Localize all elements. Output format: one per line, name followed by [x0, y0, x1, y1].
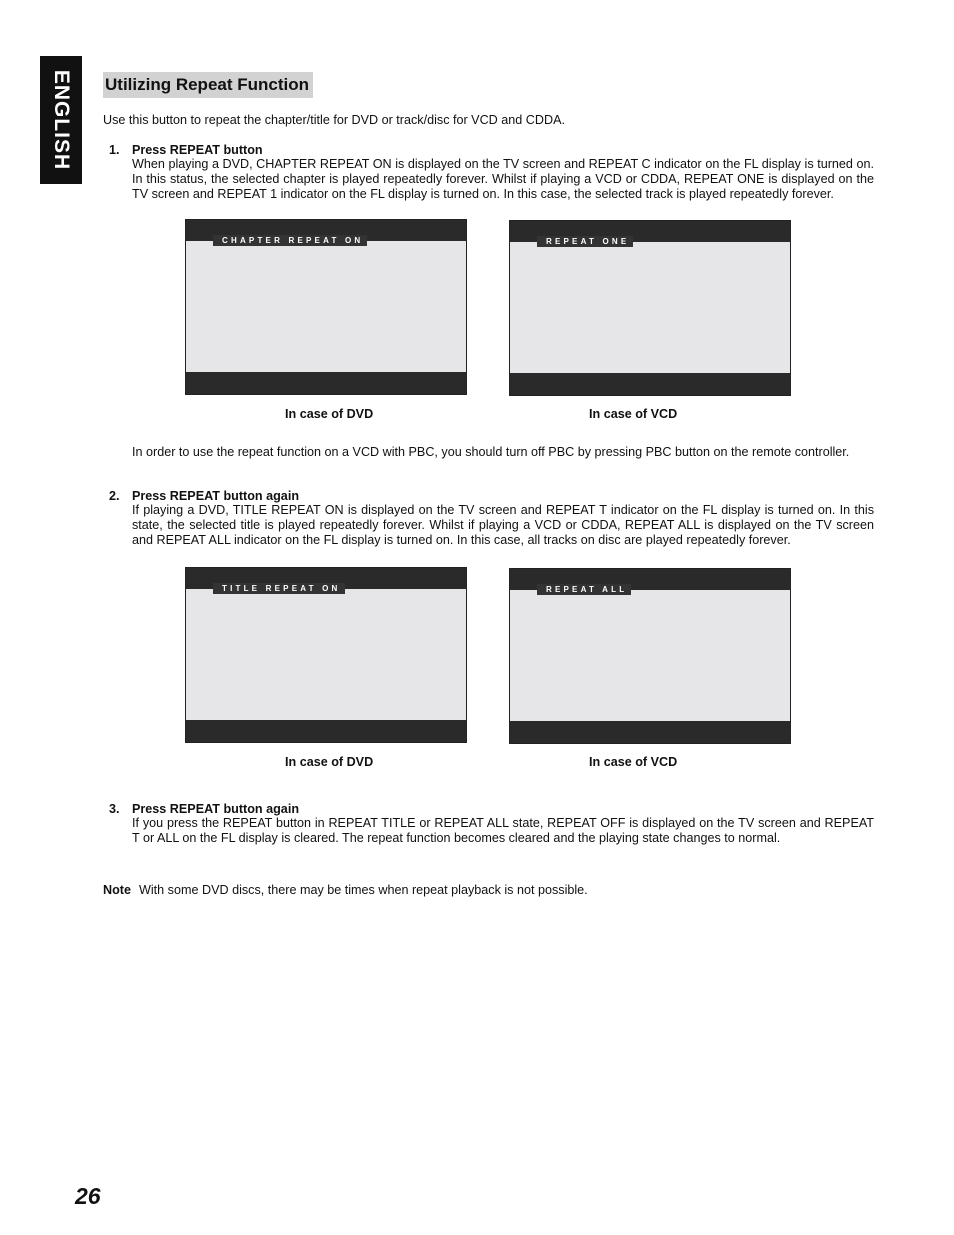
note-text: With some DVD discs, there may be times when repeat playback is not possible. — [139, 883, 588, 897]
language-tab-label: ENGLISH — [50, 69, 73, 171]
step-1-heading: Press REPEAT button — [132, 143, 263, 157]
intro-text: Use this button to repeat the chapter/title for DVD or track/disc for VCD and CDDA. — [103, 113, 565, 127]
tv-screen-dvd-chapter-repeat — [185, 219, 467, 395]
step-2-number: 2. — [109, 489, 120, 503]
caption-dvd: In case of DVD — [285, 407, 374, 421]
screen-bottom-bar — [186, 372, 466, 394]
osd-label: TITLE REPEAT ON — [213, 583, 345, 594]
osd-label: REPEAT ALL — [537, 584, 631, 595]
caption-vcd: In case of VCD — [589, 755, 678, 769]
tv-screen-vcd-repeat-one — [509, 220, 791, 396]
note — [103, 883, 588, 898]
caption-dvd: In case of DVD — [285, 755, 374, 769]
page-number: 26 — [75, 1183, 101, 1209]
caption-vcd: In case of VCD — [589, 407, 678, 421]
screen-bottom-bar — [186, 720, 466, 742]
step-2-heading: Press REPEAT button again — [132, 489, 300, 503]
step-1-number: 1. — [109, 143, 120, 157]
step-2-body: If playing a DVD, TITLE REPEAT ON is displayed on the TV screen and REPEAT T indicator on the FL display is turned on. In this state, the selected title is played repeatedly forever. Whilst if playing a VCD or CDDA, REPEAT ALL is displayed on the TV screen and REPEAT ALL indicator on the FL display is turned on. In this case, all tracks on disc are played repeatedly forever. — [132, 503, 874, 547]
step-3-number: 3. — [109, 802, 120, 816]
section-title: Utilizing Repeat Function — [103, 72, 313, 98]
note-label: Note — [103, 883, 131, 897]
pbc-footnote: In order to use the repeat function on a VCD with PBC, you should turn off PBC by pressing PBC button on the remote controller. — [132, 445, 850, 459]
screen-bottom-bar — [510, 373, 790, 395]
osd-label: CHAPTER REPEAT ON — [213, 235, 367, 246]
step-3-body: If you press the REPEAT button in REPEAT TITLE or REPEAT ALL state, REPEAT OFF is displayed on the TV screen and REPEAT T or ALL on the FL display is cleared. The repeat function becomes cleared and the playing state changes to normal. — [132, 816, 874, 845]
osd-label: REPEAT ONE — [537, 236, 633, 247]
step-3-heading: Press REPEAT button again — [132, 802, 300, 816]
step-1-body: When playing a DVD, CHAPTER REPEAT ON is displayed on the TV screen and REPEAT C indicator on the FL display is turned on. In this status, the selected chapter is played repeatedly forever. Whilst if playing a VCD or CDDA, REPEAT ONE is displayed on the TV screen and REPEAT 1 indicator on the FL display is turned on. In this case, the selected track is played repeatedly forever. — [132, 157, 874, 201]
tv-screen-vcd-repeat-all — [509, 568, 791, 744]
language-tab — [40, 56, 82, 184]
screen-bottom-bar — [510, 721, 790, 743]
tv-screen-dvd-title-repeat — [185, 567, 467, 743]
